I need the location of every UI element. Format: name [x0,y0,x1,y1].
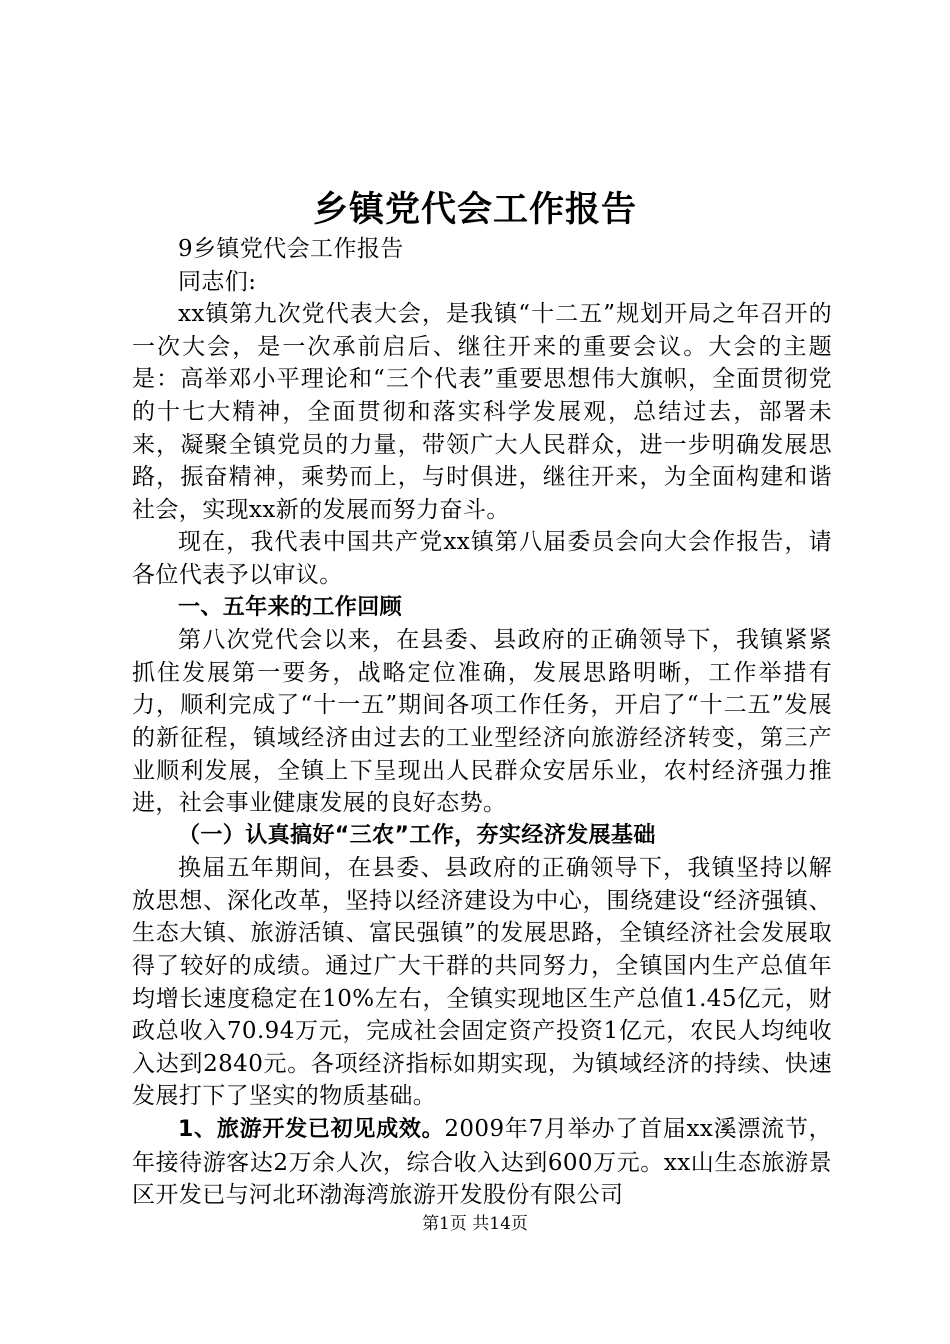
paragraph-salutation: 同志们: [178,268,257,295]
paragraph-intro: xx镇第九次党代表大会，是我镇“十二五”规划开局之年召开的一次大会，是一次承前启后、继往开来的重要会议。大会的主题是：高举邓小平理论和“三个代表”重要思想伟大旗帜，全面贯彻党的十七大精神，全面贯彻和落实科学发展观，总结过去，部署未来，凝聚全镇党员的力量，带领广大人民群众，进一步明确发展思路，振奋精神，乘势而上，与时俱进，继往开来，为全面构建和谐社会，实现xx新的发展而努力奋斗。 [132,301,832,523]
document-title: 乡镇党代会工作报告 [312,189,637,230]
section-heading-1-1: （一）认真搞好“三农”工作，夯实经济发展基础 [178,822,656,848]
paragraph-subtitle: 9乡镇党代会工作报告 [178,236,404,262]
document-body [132,233,832,1212]
page-number-footer: 第1页 共14页 [422,1214,528,1234]
paragraph-tourism [132,1113,832,1212]
paragraph-report: 现在，我代表中国共产党xx镇第八届委员会向大会作报告，请各位代表予以审议。 [132,529,832,588]
paragraph-review: 第八次党代会以来，在县委、县政府的正确领导下，我镇紧紧抓住发展第一要务，战略定位准确，发展思路明晰，工作举措有力，顺利完成了“十一五”期间各项工作任务，开启了“十二五”发展的新征程，镇域经济由过去的工业型经济向旅游经济转变，第三产业顺利发展，全镇上下呈现出人民群众安居乐业，农村经济强力推进，社会事业健康发展的良好态势。 [132,627,832,817]
paragraph-tourism-text: 2009年7月举办了首届xx溪漂流节，年接待游客达2万余人次，综合收入达到600万元。xx山生态旅游景区开发已与河北环渤海湾旅游开发股份有限公司 [132,1116,832,1209]
paragraph-economy: 换届五年期间，在县委、县政府的正确领导下，我镇坚持以解放思想、深化改革，坚持以经济建设为中心，围绕建设“经济强镇、生态大镇、旅游活镇、富民强镇”的发展思路，全镇经济社会发展取得了较好的成绩。通过广大干群的共同努力，全镇国内生产总值年均增长速度稳定在10%左右，全镇实现地区生产总值1.45亿元，财政总收入70.94万元，完成社会固定资产投资1亿元，农民人均纯收入达到2840元。各项经济指标如期实现，为镇域经济的持续、快速发展打下了坚实的物质基础。 [132,855,832,1110]
section-heading-1: 一、五年来的工作回顾 [178,594,403,620]
paragraph-tourism-lead: 1、旅游开发已初见成效。 [178,1117,445,1143]
